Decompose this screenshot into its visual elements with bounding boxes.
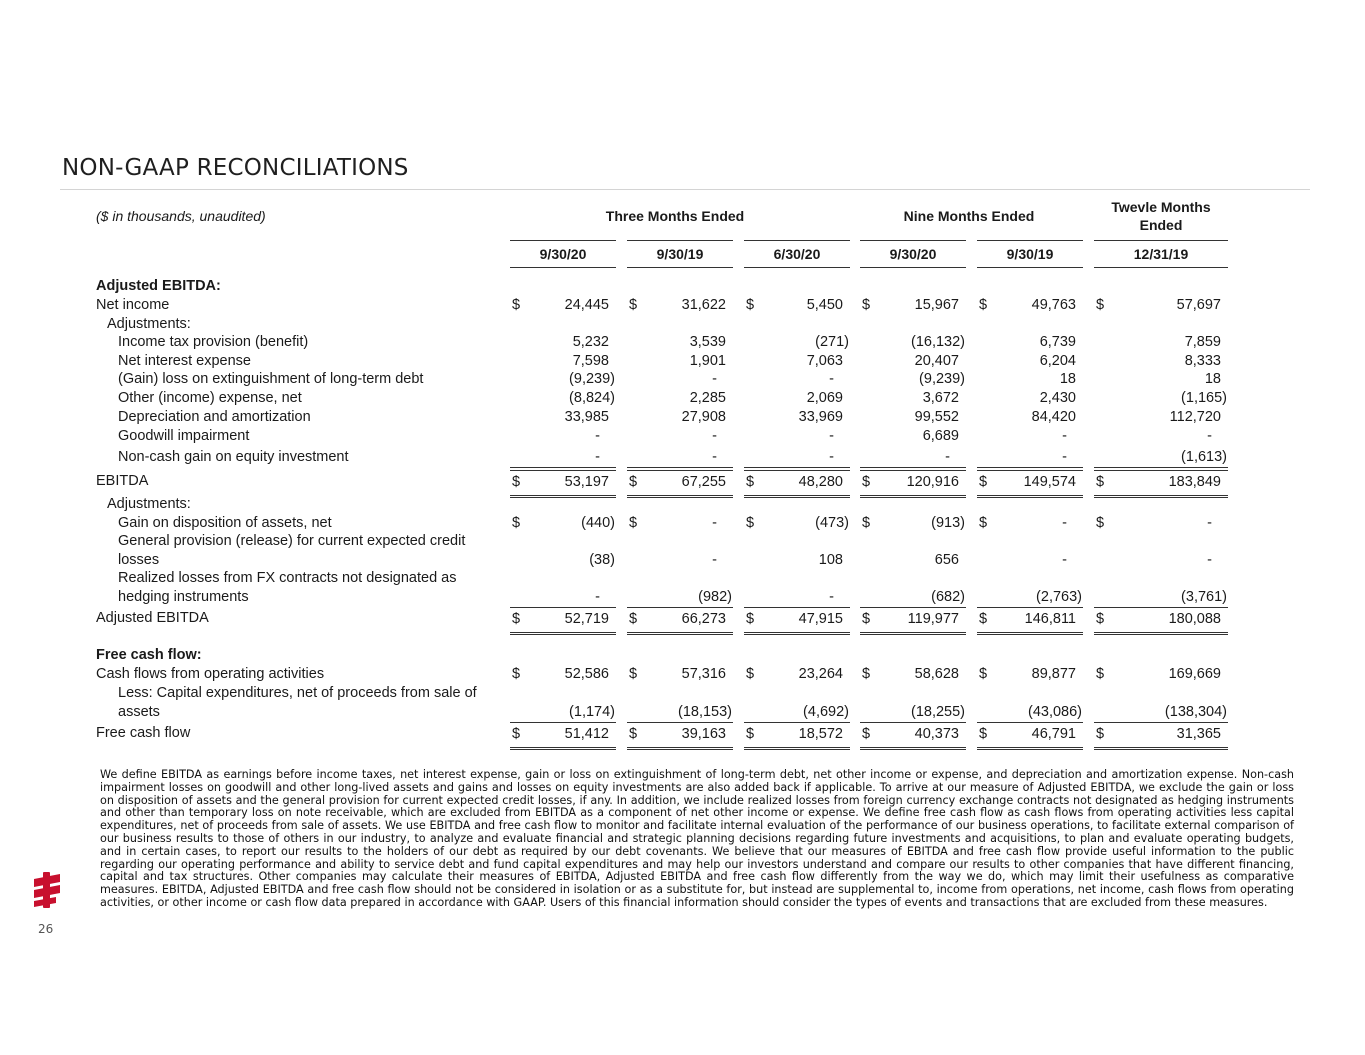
value: (1,174) <box>569 704 615 720</box>
currency-symbol: $ <box>746 666 755 682</box>
value-cell <box>860 334 966 353</box>
value: (271) <box>815 334 849 350</box>
value: 180,088 <box>1168 611 1221 627</box>
value-cell <box>1094 470 1228 498</box>
value: (440) <box>581 515 615 531</box>
value-cell <box>744 371 850 390</box>
value: - <box>712 371 717 387</box>
group-header-nine-months: Nine Months Ended <box>903 208 1035 224</box>
value-cell <box>627 722 733 750</box>
value: 27,908 <box>681 409 726 425</box>
value: 57,316 <box>681 666 726 682</box>
value-cell <box>510 390 616 409</box>
value: 89,877 <box>1031 666 1076 682</box>
value: - <box>829 428 834 444</box>
value: (4,692) <box>803 704 849 720</box>
table-row <box>0 610 1365 629</box>
column-header: 9/30/20 <box>860 240 966 268</box>
value-cell <box>510 515 616 534</box>
value-cell <box>744 704 850 723</box>
page-number: 26 <box>38 922 54 936</box>
value-cell <box>977 470 1083 498</box>
value-cell <box>627 371 733 390</box>
value-cell <box>510 449 616 468</box>
value: - <box>829 589 834 605</box>
table-row <box>0 533 1365 552</box>
value-cell <box>860 704 966 723</box>
table-row <box>0 449 1365 468</box>
row-label: Cash flows from operating activities <box>96 666 325 682</box>
table-row <box>0 428 1365 447</box>
table-row <box>0 371 1365 390</box>
value-cell <box>627 334 733 353</box>
currency-symbol: $ <box>629 474 638 490</box>
value-cell <box>744 428 850 447</box>
value: (913) <box>931 515 965 531</box>
value-cell <box>1094 589 1228 608</box>
value-cell <box>860 428 966 447</box>
value: (9,239) <box>919 371 965 387</box>
currency-symbol: $ <box>979 611 988 627</box>
value: - <box>1207 428 1212 444</box>
row-label: Other (income) expense, net <box>118 390 302 406</box>
value-cell <box>977 297 1083 316</box>
value: (18,255) <box>910 704 965 720</box>
value-cell <box>1094 390 1228 409</box>
value: 47,915 <box>798 611 843 627</box>
currency-symbol: $ <box>1096 474 1105 490</box>
row-label: Non-cash gain on equity investment <box>118 449 349 465</box>
table-row <box>0 409 1365 428</box>
row-label: Depreciation and amortization <box>118 409 311 425</box>
value-cell <box>977 722 1083 750</box>
value-cell <box>744 390 850 409</box>
value: (38) <box>589 552 615 568</box>
value: - <box>1062 449 1067 465</box>
column-header: 12/31/19 <box>1094 240 1228 268</box>
value: (1,165) <box>1181 390 1227 406</box>
value: (2,763) <box>1036 589 1082 605</box>
value-cell <box>627 449 733 468</box>
value-cell <box>627 470 733 498</box>
value-cell <box>627 666 733 685</box>
value-cell <box>1094 353 1228 372</box>
value: - <box>712 428 717 444</box>
table-row <box>0 316 1365 335</box>
value-cell <box>627 353 733 372</box>
value-cell <box>627 589 733 608</box>
currency-symbol: $ <box>512 726 521 742</box>
footnote: We define EBITDA as earnings before income taxes, net interest expense, gain or loss on extinguishment of long-term debt, net other income or expense, and depreciation and amortization expense. Non-cash impairment losses on goodwill and other long-lived assets and gains and losses on equity investments are also added back if applicable. To arrive at our measure of Adjusted EBITDA, we exclude the gain or loss on disposition of assets and the general provision for current expected credit losses, if any. In addition, we include realized losses from foreign currency exchange contracts not designated as hedging instruments and other than temporary loss on note receivable, which are excluded from EBITDA as a component of net other income or expense. We define free cash flow as cash flows from operating activities less capital expenditures, net of proceeds from sale of assets. We use EBITDA and free cash flow to monitor and facilitate internal evaluation of the performance of our business operations, to facilitate external comparison of our business results to those of others in our industry, to analyze and evaluate financial and strategic planning decisions regarding future investments and acquisitions, to plan and evaluate operating budgets, and in certain cases, to report our results to the holders of our debt as required by our debt covenants. We believe that our measures of EBITDA and free cash flow provide useful information to the public regarding our operating performance and ability to service debt and fund capital expenditures and may help our investors understand and compare our results to other companies that have different financing, capital and tax structures. Other companies may calculate their measures of EBITDA, Adjusted EBITDA and free cash flow differently from the way we do, which may limit their usefulness as comparative measures. EBITDA, Adjusted EBITDA and free cash flow should not be considered in isolation or as a substitute for, but instead are supplemental to, income from operations, net income, cash flows from operating activities, or other income or cash flow data prepared in accordance with GAAP. Users of this financial information should consider the types of events and transactions that are excluded from these measures. <box>100 768 1294 909</box>
currency-symbol: $ <box>629 611 638 627</box>
value: (682) <box>931 589 965 605</box>
value: (473) <box>815 515 849 531</box>
value-cell <box>1094 552 1228 571</box>
value-cell <box>510 334 616 353</box>
value: 5,232 <box>572 334 609 350</box>
value: 7,598 <box>572 353 609 369</box>
currency-symbol: $ <box>512 297 521 313</box>
value-cell <box>860 666 966 685</box>
currency-symbol: $ <box>746 726 755 742</box>
currency-symbol: $ <box>862 474 871 490</box>
value-cell <box>744 589 850 608</box>
value-cell <box>744 409 850 428</box>
value: (16,132) <box>910 334 965 350</box>
currency-symbol: $ <box>979 726 988 742</box>
value-cell <box>977 371 1083 390</box>
value: (9,239) <box>569 371 615 387</box>
title-divider <box>60 189 1310 190</box>
value: 52,719 <box>564 611 609 627</box>
value: - <box>595 589 600 605</box>
value-cell <box>744 449 850 468</box>
value: 18,572 <box>798 726 843 742</box>
value-cell <box>627 552 733 571</box>
value: 112,720 <box>1169 409 1221 425</box>
value: - <box>1207 552 1212 568</box>
value: 49,763 <box>1031 297 1076 313</box>
value-cell <box>1094 515 1228 534</box>
value: 51,412 <box>564 726 609 742</box>
value-cell <box>627 297 733 316</box>
row-label: Adjusted EBITDA: <box>96 278 221 294</box>
value-cell <box>627 409 733 428</box>
units-note: ($ in thousands, unaudited) <box>96 208 266 224</box>
currency-symbol: $ <box>629 297 638 313</box>
value-cell <box>1094 297 1228 316</box>
table-row <box>0 278 1365 297</box>
value: (1,613) <box>1181 449 1227 465</box>
currency-symbol: $ <box>512 515 521 531</box>
value: 3,539 <box>689 334 726 350</box>
value-cell <box>860 353 966 372</box>
value: 656 <box>934 552 959 568</box>
row-label: Goodwill impairment <box>118 428 250 444</box>
value: 2,285 <box>689 390 726 406</box>
value: 2,069 <box>806 390 843 406</box>
table-row <box>0 473 1365 492</box>
row-label: assets <box>118 704 160 720</box>
value: 24,445 <box>564 297 609 313</box>
table-row <box>0 704 1365 723</box>
page-title: NON-GAAP RECONCILIATIONS <box>62 155 409 181</box>
currency-symbol: $ <box>629 515 638 531</box>
value-cell <box>1094 704 1228 723</box>
currency-symbol: $ <box>862 666 871 682</box>
value-cell <box>510 607 616 635</box>
value: 15,967 <box>914 297 959 313</box>
table-row <box>0 725 1365 744</box>
value-cell <box>744 470 850 498</box>
value-cell <box>510 470 616 498</box>
column-header: 9/30/19 <box>977 240 1083 268</box>
currency-symbol: $ <box>629 666 638 682</box>
value-cell <box>860 552 966 571</box>
value: 149,574 <box>1023 474 1076 490</box>
currency-symbol: $ <box>979 297 988 313</box>
value: 119,977 <box>907 611 959 627</box>
value-cell <box>1094 409 1228 428</box>
value: - <box>1062 515 1067 531</box>
value-cell <box>627 515 733 534</box>
row-label: Income tax provision (benefit) <box>118 334 309 350</box>
value: (3,761) <box>1181 589 1227 605</box>
value-cell <box>977 704 1083 723</box>
value: 53,197 <box>564 474 609 490</box>
value-cell <box>510 409 616 428</box>
value: 6,739 <box>1039 334 1076 350</box>
row-label: Adjustments: <box>107 316 191 332</box>
value: 3,672 <box>922 390 959 406</box>
value-cell <box>744 297 850 316</box>
value: (18,153) <box>677 704 732 720</box>
value: 146,811 <box>1024 611 1076 627</box>
value-cell <box>977 552 1083 571</box>
currency-symbol: $ <box>862 297 871 313</box>
column-header: 6/30/20 <box>744 240 850 268</box>
value-cell <box>510 552 616 571</box>
value: 18 <box>1059 371 1076 387</box>
value-cell <box>1094 428 1228 447</box>
table-row <box>0 552 1365 571</box>
currency-symbol: $ <box>1096 666 1105 682</box>
value-cell <box>860 589 966 608</box>
value: - <box>712 515 717 531</box>
value: 52,586 <box>564 666 609 682</box>
value: 66,273 <box>681 611 726 627</box>
value-cell <box>860 449 966 468</box>
value-cell <box>1094 371 1228 390</box>
row-label: (Gain) loss on extinguishment of long-term debt <box>118 371 424 387</box>
currency-symbol: $ <box>1096 726 1105 742</box>
table-row <box>0 353 1365 372</box>
value: - <box>1207 515 1212 531</box>
value-cell <box>627 607 733 635</box>
row-label: losses <box>118 552 160 568</box>
value-cell <box>510 589 616 608</box>
value-cell <box>977 390 1083 409</box>
value: - <box>595 428 600 444</box>
value-cell <box>860 371 966 390</box>
value: - <box>712 552 717 568</box>
value-cell <box>744 552 850 571</box>
value-cell <box>1094 607 1228 635</box>
value: 57,697 <box>1176 297 1221 313</box>
value-cell <box>977 666 1083 685</box>
row-label: Net income <box>96 297 170 313</box>
row-label: Less: Capital expenditures, net of proceeds from sale of <box>118 685 477 701</box>
currency-symbol: $ <box>1096 515 1105 531</box>
group-header-three-months: Three Months Ended <box>605 208 745 224</box>
value: 46,791 <box>1031 726 1076 742</box>
value-cell <box>860 409 966 428</box>
table-row <box>0 589 1365 608</box>
value-cell <box>977 607 1083 635</box>
currency-symbol: $ <box>979 515 988 531</box>
value: 18 <box>1204 371 1221 387</box>
currency-symbol: $ <box>746 297 755 313</box>
value: 33,969 <box>798 409 843 425</box>
currency-symbol: $ <box>862 726 871 742</box>
row-label: Free cash flow <box>96 725 191 741</box>
value: - <box>712 449 717 465</box>
table-row <box>0 685 1365 704</box>
currency-symbol: $ <box>746 474 755 490</box>
currency-symbol: $ <box>862 611 871 627</box>
value: 7,859 <box>1184 334 1221 350</box>
value-cell <box>744 607 850 635</box>
value: (982) <box>698 589 732 605</box>
value-cell <box>510 353 616 372</box>
value: 40,373 <box>914 726 959 742</box>
value: 120,916 <box>906 474 959 490</box>
row-label: EBITDA <box>96 473 149 489</box>
value-cell <box>510 722 616 750</box>
value-cell <box>510 297 616 316</box>
currency-symbol: $ <box>629 726 638 742</box>
table-row <box>0 515 1365 534</box>
value-cell <box>627 428 733 447</box>
value: (8,824) <box>569 390 615 406</box>
value-cell <box>860 607 966 635</box>
value: 5,450 <box>806 297 843 313</box>
table-row <box>0 390 1365 409</box>
currency-symbol: $ <box>512 474 521 490</box>
row-label: Adjusted EBITDA <box>96 610 209 626</box>
currency-symbol: $ <box>512 666 521 682</box>
row-label: Adjustments: <box>107 496 191 512</box>
value: (138,304) <box>1164 704 1227 720</box>
currency-symbol: $ <box>1096 611 1105 627</box>
value: 108 <box>818 552 843 568</box>
currency-symbol: $ <box>746 611 755 627</box>
value: 23,264 <box>798 666 843 682</box>
value-cell <box>977 428 1083 447</box>
value: - <box>945 449 950 465</box>
table-row <box>0 334 1365 353</box>
value-cell <box>744 722 850 750</box>
value-cell <box>744 334 850 353</box>
value-cell <box>860 390 966 409</box>
currency-symbol: $ <box>979 666 988 682</box>
value-cell <box>744 666 850 685</box>
company-logo <box>30 870 64 910</box>
currency-symbol: $ <box>512 611 521 627</box>
value-cell <box>860 297 966 316</box>
column-header: 9/30/20 <box>510 240 616 268</box>
value: 6,204 <box>1039 353 1076 369</box>
value-cell <box>977 353 1083 372</box>
value-cell <box>627 390 733 409</box>
row-label: Gain on disposition of assets, net <box>118 515 332 531</box>
value-cell <box>627 704 733 723</box>
value-cell <box>510 428 616 447</box>
value: 169,669 <box>1168 666 1221 682</box>
value: - <box>595 449 600 465</box>
value: 67,255 <box>681 474 726 490</box>
value-cell <box>977 589 1083 608</box>
value-cell <box>744 353 850 372</box>
column-header: 9/30/19 <box>627 240 733 268</box>
value: 183,849 <box>1168 474 1221 490</box>
value: 6,689 <box>922 428 959 444</box>
value: - <box>1062 428 1067 444</box>
currency-symbol: $ <box>746 515 755 531</box>
currency-symbol: $ <box>1096 297 1105 313</box>
row-label: Free cash flow: <box>96 647 202 663</box>
value-cell <box>510 704 616 723</box>
value: - <box>1062 552 1067 568</box>
value-cell <box>860 722 966 750</box>
group-header-twelve-months: Twevle Months Ended <box>1111 199 1211 233</box>
currency-symbol: $ <box>862 515 871 531</box>
value-cell <box>744 515 850 534</box>
value: 1,901 <box>689 353 726 369</box>
value: 20,407 <box>914 353 959 369</box>
value-cell <box>1094 334 1228 353</box>
value-cell <box>977 334 1083 353</box>
value-cell <box>977 409 1083 428</box>
value-cell <box>860 515 966 534</box>
value: 48,280 <box>798 474 843 490</box>
value: 2,430 <box>1039 390 1076 406</box>
value-cell <box>860 470 966 498</box>
value: (43,086) <box>1027 704 1082 720</box>
value: 33,985 <box>564 409 609 425</box>
table-row <box>0 297 1365 316</box>
value: 7,063 <box>806 353 843 369</box>
value-cell <box>1094 722 1228 750</box>
value-cell <box>1094 666 1228 685</box>
value-cell <box>510 371 616 390</box>
value-cell <box>977 449 1083 468</box>
value: 39,163 <box>681 726 726 742</box>
table-row <box>0 496 1365 515</box>
value-cell <box>1094 449 1228 468</box>
row-label: Realized losses from FX contracts not designated as <box>118 570 457 586</box>
value: - <box>829 449 834 465</box>
value: 31,365 <box>1176 726 1221 742</box>
value: - <box>829 371 834 387</box>
table-row <box>0 666 1365 685</box>
value-cell <box>977 515 1083 534</box>
row-label: General provision (release) for current expected credit <box>118 533 466 549</box>
value: 31,622 <box>681 297 726 313</box>
currency-symbol: $ <box>979 474 988 490</box>
row-label: hedging instruments <box>118 589 249 605</box>
value: 8,333 <box>1184 353 1221 369</box>
value: 58,628 <box>914 666 959 682</box>
table-row <box>0 647 1365 666</box>
value: 84,420 <box>1031 409 1076 425</box>
value-cell <box>510 666 616 685</box>
row-label: Net interest expense <box>118 353 251 369</box>
value: 99,552 <box>914 409 959 425</box>
table-row <box>0 570 1365 589</box>
